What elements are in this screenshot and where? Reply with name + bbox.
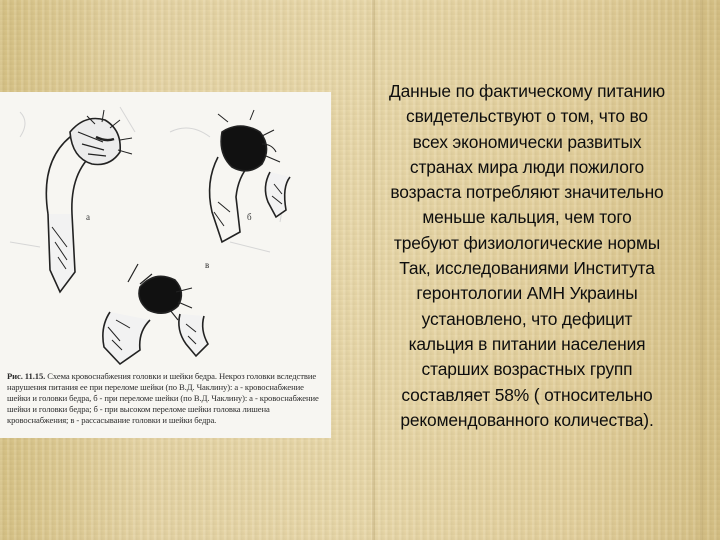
text-line: рекомендованного количества). — [400, 409, 654, 430]
figure-panel — [0, 92, 331, 438]
text-line: Так, исследованиями Института — [399, 258, 655, 279]
text-line: возраста потребляют значительно — [390, 182, 664, 203]
caption-text: Схема кровоснабжения головки и шейки бедра. Некроз головки вследствие нарушения питания ее при переломе шейки (по В.Д. Чаклину): а - кровоснабжение шейки и головки бедра, б - при переломе шейки (по В.Д. Чаклину): а - кровоснабжение шейки и головки бедра; б - при высоком переломе шейки головка лишена кровоснабжения; в - рассасывание головки и шейки бедра. — [7, 371, 319, 425]
text-line: свидетельствуют о том, что во — [406, 106, 648, 127]
text-line: установлено, что дефицит — [421, 308, 633, 329]
label-a: а — [86, 212, 90, 222]
text-line: старших возрастных групп — [421, 359, 633, 380]
femur-diagram — [0, 92, 331, 372]
text-line: составляет 58% ( относительно — [401, 384, 653, 405]
text-line: меньше кальция, чем того — [422, 207, 632, 228]
text-line: требуют физиологические нормы — [393, 232, 661, 253]
femur-v — [103, 264, 208, 364]
femur-a — [46, 110, 132, 292]
label-v: в — [205, 260, 210, 270]
caption-figure-number: Рис. 11.15. — [7, 371, 46, 381]
figure-caption — [7, 371, 329, 426]
text-line: всех экономически развитых — [412, 131, 642, 152]
text-line: странах мира люди пожилого — [409, 156, 645, 177]
femur-b — [210, 110, 290, 242]
slide-body-text — [334, 79, 720, 433]
text-line: Данные по фактическому питанию — [388, 81, 666, 101]
label-b: б — [247, 212, 252, 222]
text-line: кальция в питании населения — [408, 333, 646, 354]
text-line: геронтологии АМН Украины — [416, 283, 638, 304]
